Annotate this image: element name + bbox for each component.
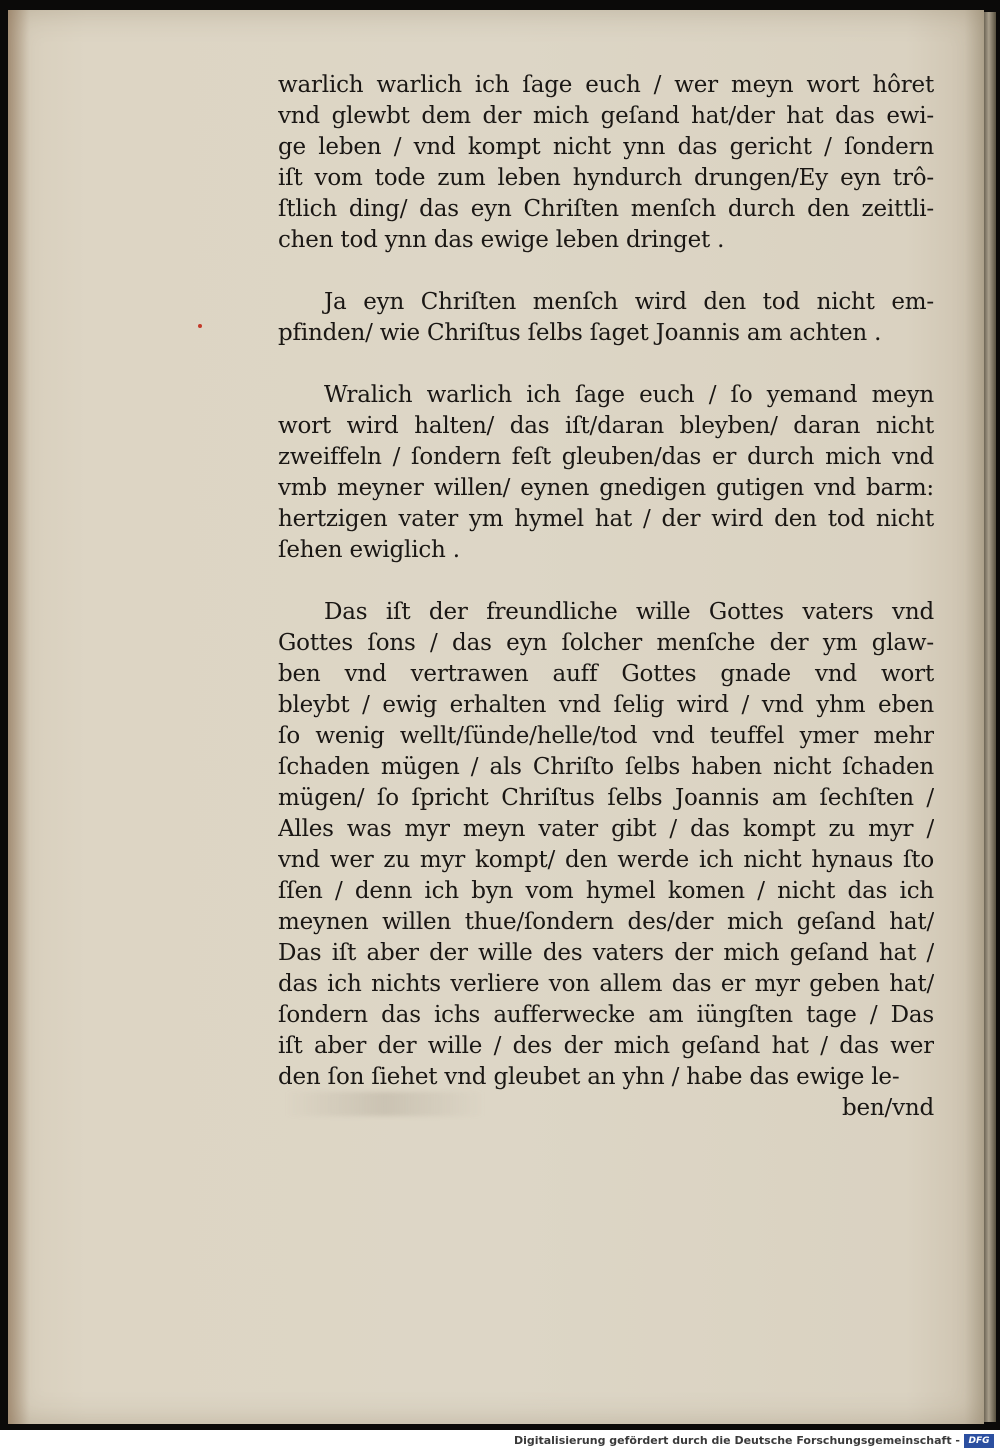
text-line: ge leben / vnd kompt nicht ynn das gericht / ſondern (278, 134, 934, 160)
text-line: vmb meyner willen/ eynen gnedigen gutigen vnd barm: (278, 475, 934, 501)
text-line: warlich warlich ich ſage euch / wer meyn wort hôret (278, 72, 934, 98)
paragraph (278, 597, 934, 1093)
page-edge (984, 12, 996, 1422)
text-line: iſt vom tode zum leben hyndurch drungen/Ey eyn trô- (278, 165, 934, 191)
page-text (278, 70, 934, 1124)
text-line: pfinden/ wie Chriſtus ſelbs ſaget Joannis am achten . (278, 320, 882, 346)
footer-bar (0, 1430, 1000, 1452)
paragraph-gap (278, 349, 934, 380)
text-line: Das iſt der freundliche wille Gottes vaters vnd (324, 599, 934, 625)
text-line: bleybt / ewig erhalten vnd ſelig wird / vnd yhm eben (278, 692, 934, 718)
text-line: mügen/ ſo ſpricht Chriſtus ſelbs Joannis am ſechſten / (278, 785, 934, 811)
text-line: meynen willen thue/ſondern des/der mich geſand hat/ (278, 909, 934, 935)
text-line: vnd wer zu myr kompt/ den werde ich nicht hynaus ſto (278, 847, 934, 873)
text-line: Alles was myr meyn vater gibt / das kompt zu myr / (278, 816, 934, 842)
text-line: den ſon ſiehet vnd gleubet an yhn / habe das ewige le- (278, 1064, 900, 1090)
red-ink-spot (198, 324, 202, 328)
text-line: vnd glewbt dem der mich geſand hat/der hat das ewi- (278, 103, 934, 129)
text-line: ſchaden mügen / als Chriſto ſelbs haben nicht ſchaden (278, 754, 934, 780)
text-line: chen tod ynn das ewige leben dringet . (278, 227, 725, 253)
paragraph (278, 287, 934, 349)
catchword: ben/vnd (841, 1095, 934, 1121)
text-line: ſſen / denn ich byn vom hymel komen / nicht das ich (278, 878, 934, 904)
funding-credit: Digitalisierung gefördert durch die Deutsche Forschungsgemeinschaft - (513, 1434, 960, 1447)
text-line: das ich nichts verliere von allem das er myr geben hat/ (278, 971, 934, 997)
text-line: wort wird halten/ das iſt/daran bleyben/ daran nicht (278, 413, 934, 439)
dfg-logo: DFG (964, 1434, 994, 1448)
text-line: hertzigen vater ym hymel hat / der wird den tod nicht (278, 506, 934, 532)
text-line: iſt aber der wille / des der mich geſand hat / das wer (278, 1033, 934, 1059)
spine-shadow (8, 10, 30, 1424)
text-line: Ja eyn Chriſten menſch wird den tod nicht em- (324, 289, 934, 315)
paragraph (278, 380, 934, 566)
text-line: ſondern das ichs aufferwecke am iüngſten tage / Das (278, 1002, 934, 1028)
text-line: Wralich warlich ich ſage euch / ſo yemand meyn (324, 382, 934, 408)
paragraph-gap (278, 256, 934, 287)
text-line: ben vnd vertrawen auff Gottes gnade vnd wort (278, 661, 934, 687)
text-line: Gottes ſons / das eyn ſolcher menſche der ym glaw- (278, 630, 934, 656)
text-line: ſo wenig wellt/ſünde/helle/tod vnd teuffel ymer mehr (278, 723, 934, 749)
paragraph-gap (278, 566, 934, 597)
paragraph (278, 70, 934, 256)
text-line: zweiffeln / ſondern feſt gleuben/das er durch mich vnd (278, 444, 934, 470)
text-line: Das iſt aber der wille des vaters der mich geſand hat / (278, 940, 934, 966)
text-line: ſtlich ding/ das eyn Chriſten menſch durch den zeittli- (278, 196, 934, 222)
text-line: ſehen ewiglich . (278, 537, 460, 563)
